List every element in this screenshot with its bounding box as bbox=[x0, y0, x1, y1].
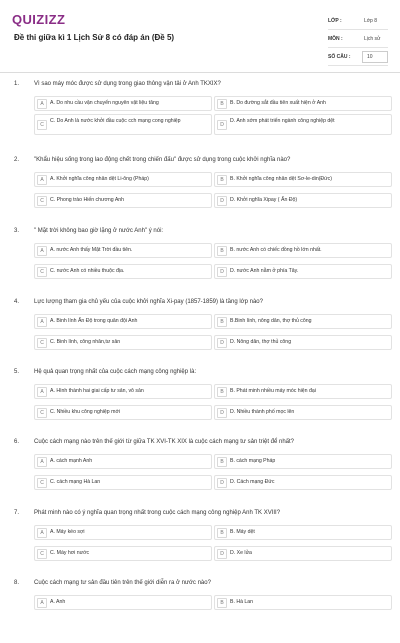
meta-label: LỚP : bbox=[328, 17, 342, 24]
question-item bbox=[0, 360, 400, 432]
answer-option-c[interactable] bbox=[34, 475, 212, 490]
option-text: C. Máy hơi nước bbox=[50, 550, 90, 556]
option-text: A. Binh lính Ấn Độ trong quân đội Anh bbox=[50, 318, 138, 324]
question-number: 4. bbox=[14, 299, 20, 305]
option-text: A. Hình thành hai giai cấp tư sản, vô sản bbox=[50, 388, 144, 394]
question-number: 2. bbox=[14, 157, 20, 163]
worksheet-title: Đề thi giữa kì 1 Lịch Sử 8 có đáp án (Đề 5) bbox=[14, 33, 175, 42]
question-item bbox=[0, 571, 400, 643]
option-letter: D bbox=[217, 338, 227, 348]
option-letter: B bbox=[217, 99, 227, 109]
option-text: C. Do Anh là nước khởi đầu cuộc cch mạng cong nghiệp bbox=[50, 118, 181, 124]
option-letter: A bbox=[37, 99, 47, 109]
meta-value: 10 bbox=[362, 51, 388, 63]
option-letter: A bbox=[37, 246, 47, 256]
answer-option-a[interactable] bbox=[34, 172, 212, 187]
option-letter: D bbox=[217, 120, 227, 130]
option-letter: B bbox=[217, 457, 227, 467]
answer-option-c[interactable] bbox=[34, 114, 212, 135]
answer-option-a[interactable] bbox=[34, 595, 212, 610]
answer-option-a[interactable] bbox=[34, 525, 212, 540]
option-text: D. Xe lửa bbox=[230, 550, 252, 556]
option-letter: C bbox=[37, 338, 47, 348]
answer-option-d[interactable] bbox=[214, 475, 392, 490]
worksheet-header bbox=[0, 0, 400, 73]
option-text: D. nước Anh nằm ở phía Tây. bbox=[230, 268, 299, 274]
option-letter: D bbox=[217, 478, 227, 488]
question-number: 1. bbox=[14, 81, 20, 87]
meta-row-count bbox=[328, 48, 388, 66]
option-text: A. Do nhu cầu vận chuyển nguyên vật liệu tăng bbox=[50, 100, 159, 106]
option-letter: A bbox=[37, 175, 47, 185]
answer-option-b[interactable] bbox=[214, 172, 392, 187]
option-text: C. Nhiều khu công nghiệp mới bbox=[50, 409, 121, 415]
option-letter: B bbox=[217, 317, 227, 327]
option-letter: A bbox=[37, 387, 47, 397]
question-item bbox=[0, 148, 400, 220]
option-letter: C bbox=[37, 549, 47, 559]
question-number: 8. bbox=[14, 580, 20, 586]
option-text: B. Máy dệt bbox=[230, 529, 255, 535]
option-text: B. Khởi nghĩa công nhân dệt Sơ-le-din(Đức) bbox=[230, 176, 332, 182]
option-letter: C bbox=[37, 478, 47, 488]
option-text: C. nước Anh có nhiều thuộc địa. bbox=[50, 268, 125, 274]
option-text: A. Khởi nghĩa công nhân dệt Li-ông (Pháp) bbox=[50, 176, 149, 182]
option-letter: C bbox=[37, 267, 47, 277]
answer-option-d[interactable] bbox=[214, 405, 392, 420]
option-letter: A bbox=[37, 457, 47, 467]
option-text: C. cách mạng Hà Lan bbox=[50, 479, 101, 485]
answer-option-d[interactable] bbox=[214, 193, 392, 208]
option-letter: A bbox=[37, 598, 47, 608]
option-letter: B bbox=[217, 528, 227, 538]
option-text: A. cách mạnh Anh bbox=[50, 458, 93, 464]
answer-option-b[interactable] bbox=[214, 454, 392, 469]
answer-option-d[interactable] bbox=[214, 264, 392, 279]
answer-option-a[interactable] bbox=[34, 384, 212, 399]
answer-option-c[interactable] bbox=[34, 405, 212, 420]
answer-option-b[interactable] bbox=[214, 96, 392, 111]
answer-option-c[interactable] bbox=[34, 546, 212, 561]
option-letter: C bbox=[37, 120, 47, 130]
option-text: D. Nông dân, thợ thủ công bbox=[230, 339, 292, 345]
option-letter: A bbox=[37, 528, 47, 538]
answer-option-b[interactable] bbox=[214, 595, 392, 610]
option-letter: B bbox=[217, 175, 227, 185]
option-text: D. Nhiều thành phố mọc lên bbox=[230, 409, 295, 415]
option-letter: A bbox=[37, 317, 47, 327]
worksheet-meta bbox=[328, 12, 388, 66]
answer-option-b[interactable] bbox=[214, 314, 392, 329]
option-text: B. Phát minh nhiều máy móc hiện đại bbox=[230, 388, 316, 394]
option-text: B. cách mạng Pháp bbox=[230, 458, 276, 464]
quizizz-logo: QUIZIZZ bbox=[12, 12, 66, 27]
answer-option-c[interactable] bbox=[34, 335, 212, 350]
answer-option-d[interactable] bbox=[214, 335, 392, 350]
option-text: D. Anh sớm phát triển ngành công nghiệp dệt bbox=[230, 118, 335, 124]
option-letter: D bbox=[217, 196, 227, 206]
answer-option-a[interactable] bbox=[34, 96, 212, 111]
answer-option-b[interactable] bbox=[214, 243, 392, 258]
option-letter: D bbox=[217, 408, 227, 418]
question-item bbox=[0, 501, 400, 573]
question-text: Vì sao máy móc được sử dụng trong giao thông vận tải ở Anh TKXIX? bbox=[34, 81, 221, 87]
meta-value: Lịch sử bbox=[364, 35, 381, 42]
option-text: A. Anh bbox=[50, 599, 66, 605]
answer-option-c[interactable] bbox=[34, 264, 212, 279]
answer-option-a[interactable] bbox=[34, 314, 212, 329]
question-text: Cuộc cách mạng nào trên thế giới từ giữa TK XVI-TK XIX là cuộc cách mạng tư sản triệt để nhất? bbox=[34, 439, 295, 445]
option-letter: B bbox=[217, 387, 227, 397]
answer-option-a[interactable] bbox=[34, 454, 212, 469]
question-number: 7. bbox=[14, 510, 20, 516]
question-text: Cuộc cách mạng tư sản đầu tiên trên thế giới diễn ra ở nước nào? bbox=[34, 580, 211, 586]
question-item bbox=[0, 290, 400, 362]
option-letter: C bbox=[37, 196, 47, 206]
option-letter: B bbox=[217, 598, 227, 608]
question-text: " Mặt trời không bao giờ lặng ở nước Anh" ý nói: bbox=[34, 228, 164, 234]
answer-option-b[interactable] bbox=[214, 384, 392, 399]
question-number: 6. bbox=[14, 439, 20, 445]
answer-option-c[interactable] bbox=[34, 193, 212, 208]
question-text: Hệ quả quan trọng nhất của cuộc cách mạng công nghiệp là: bbox=[34, 369, 197, 375]
question-text: Lực lượng tham gia chủ yếu của cuộc khởi nghĩa Xi-pay (1857-1859) là tầng lớp nào? bbox=[34, 299, 263, 305]
option-text: C. Phong trào Hiến chương Anh bbox=[50, 197, 125, 203]
meta-row-class bbox=[328, 12, 388, 30]
answer-option-d[interactable] bbox=[214, 114, 392, 135]
answer-option-a[interactable] bbox=[34, 243, 212, 258]
question-number: 5. bbox=[14, 369, 20, 375]
option-text: D. Cách mạng Đức bbox=[230, 479, 275, 485]
option-letter: D bbox=[217, 549, 227, 559]
question-item bbox=[0, 430, 400, 502]
option-text: A. nước Anh thấy Mặt Trời đầu tiên. bbox=[50, 247, 133, 253]
question-item bbox=[0, 219, 400, 291]
answer-option-d[interactable] bbox=[214, 546, 392, 561]
option-letter: C bbox=[37, 408, 47, 418]
question-number: 3. bbox=[14, 228, 20, 234]
option-text: A. Máy kéo sợi bbox=[50, 529, 85, 535]
meta-label: SỐ CÂU : bbox=[328, 53, 351, 60]
option-text: B. Hà Lan bbox=[230, 599, 254, 605]
option-text: B. nước Anh có chiếc đồng hồ lớn nhất. bbox=[230, 247, 322, 253]
question-text: Phát minh nào có ý nghĩa quan trọng nhất trong cuộc cách mạng công nghiệp Anh TK XVIII? bbox=[34, 510, 281, 516]
answer-option-b[interactable] bbox=[214, 525, 392, 540]
question-item bbox=[0, 72, 400, 144]
meta-row-subject bbox=[328, 30, 388, 48]
question-text: "Khẩu hiệu sống trong lao động chết trong chiến đấu" được sử dụng trong cuộc khởi nghĩa nào? bbox=[34, 157, 291, 163]
option-letter: D bbox=[217, 267, 227, 277]
meta-label: MÔN : bbox=[328, 35, 343, 42]
option-text: D. Khởi nghĩa Xipay ( Ấn Độ) bbox=[230, 197, 298, 203]
option-text: B.Binh lính, nông dân, thợ thủ công bbox=[230, 318, 312, 324]
option-letter: B bbox=[217, 246, 227, 256]
meta-value: Lớp 8 bbox=[364, 17, 378, 24]
option-text: B. Do đường sắt đầu tiên xuất hiện ở Anh bbox=[230, 100, 326, 106]
option-text: C. Binh lính, công nhân,tư sản bbox=[50, 339, 121, 345]
